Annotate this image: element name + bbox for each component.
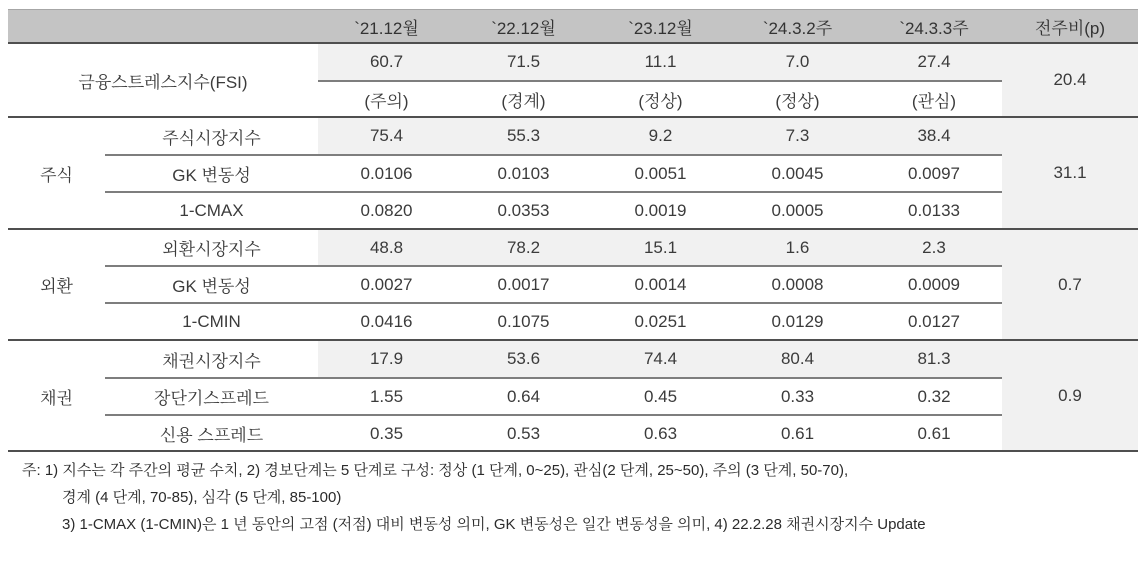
value-cell: 81.3 [866, 340, 1002, 378]
group-separator [8, 116, 1138, 118]
footnote-line-2: 경계 (4 단계, 70-85), 심각 (5 단계, 85-100) [62, 489, 342, 506]
value-cell: 0.1075 [497, 311, 550, 331]
group-separator [8, 339, 1138, 341]
fsi-row-label: 금융스트레스지수(FSI) [78, 72, 248, 92]
value-cell: 0.0133 [908, 200, 960, 220]
row-separator [105, 414, 1002, 416]
row-separator [105, 302, 1002, 304]
value-cell: 0.45 [643, 386, 678, 406]
row-label: 1-CMIN [182, 311, 241, 331]
value-cell: 1.6 [729, 229, 866, 266]
fsi-status-cell: (주의) [364, 91, 409, 111]
value-cell: 0.33 [780, 386, 815, 406]
table-top-border [8, 9, 1138, 10]
category-label-stock: 주식 [40, 165, 73, 185]
value-cell: 0.32 [917, 386, 951, 406]
fsi-row-separator [318, 80, 1002, 82]
table-bottom-border [8, 450, 1138, 452]
col-header-wow-change: 전주비(p) [1034, 18, 1106, 38]
value-cell: 0.0045 [771, 163, 824, 183]
row-label: 채권시장지수 [162, 351, 261, 371]
row-separator [105, 191, 1002, 193]
row-label: 신용 스프레드 [159, 426, 264, 445]
value-cell: 0.0251 [634, 311, 687, 331]
row-label: 외환시장지수 [162, 240, 261, 259]
value-cell: 74.4 [592, 340, 729, 378]
change-cell-fx: 0.7 [1002, 229, 1138, 340]
group-separator [8, 228, 1138, 230]
row-separator [105, 265, 1002, 267]
fsi-change-cell: 20.4 [1002, 43, 1138, 117]
value-cell: 0.0051 [634, 163, 687, 183]
row-label: 주식시장지수 [162, 128, 261, 148]
row-separator [105, 377, 1002, 379]
value-cell: 0.53 [506, 423, 541, 443]
col-header-2433: `24.3.3주 [899, 18, 969, 38]
fsi-value-cell: 7.0 [729, 43, 866, 81]
col-header-2312: `23.12월 [628, 18, 693, 38]
value-cell: 0.0008 [771, 274, 824, 294]
fsi-value-cell: 11.1 [592, 43, 729, 81]
value-cell: 0.0416 [360, 311, 413, 331]
value-cell: 17.9 [318, 340, 455, 378]
value-cell: 0.0005 [771, 200, 824, 220]
fsi-table [8, 9, 1138, 452]
value-cell: 55.3 [455, 117, 592, 155]
value-cell: 0.35 [369, 423, 404, 443]
footnote-line-3: 3) 1-CMAX (1-CMIN)은 1 년 동안의 고점 (저점) 대비 변동성 의미, GK 변동성은 일간 변동성을 의미, 4) 22.2.28 채권시장지수 Update [62, 516, 926, 533]
value-cell: 78.2 [455, 229, 592, 266]
value-cell: 1.55 [369, 386, 404, 406]
category-label-bond: 채권 [40, 388, 73, 408]
col-header-2432: `24.3.2주 [762, 18, 833, 38]
row-label: GK 변동성 [172, 277, 251, 296]
header-bottom-border [8, 42, 1138, 44]
footnote-line-1: 주: 1) 지수는 각 주간의 평균 수치, 2) 경보단계는 5 단계로 구성: 정상 (1 단계, 0~25), 관심(2 단계, 25~50), 주의 (3 단계, 50-70), [22, 462, 849, 479]
value-cell: 7.3 [729, 117, 866, 155]
col-header-2212: `22.12월 [491, 18, 556, 38]
value-cell: 0.0009 [908, 274, 960, 294]
value-cell: 0.63 [643, 423, 678, 443]
fsi-status-cell: (정상) [638, 91, 683, 111]
value-cell: 2.3 [866, 229, 1002, 266]
value-cell: 0.0106 [360, 163, 413, 183]
change-cell-stock: 31.1 [1002, 117, 1138, 229]
value-cell: 0.0014 [634, 274, 687, 294]
value-cell: 0.0820 [360, 200, 413, 220]
value-cell: 0.0103 [497, 163, 550, 183]
change-cell-bond: 0.9 [1002, 340, 1138, 452]
fsi-status-cell: (경계) [501, 91, 546, 111]
row-label: 장단기스프레드 [154, 389, 269, 408]
value-cell: 0.0127 [908, 311, 960, 331]
value-cell: 0.0027 [360, 274, 413, 294]
footnotes [22, 457, 926, 538]
row-separator [105, 154, 1002, 156]
col-header-2112: `21.12월 [354, 18, 419, 38]
fsi-value-cell: 71.5 [455, 43, 592, 81]
value-cell: 0.61 [780, 423, 815, 443]
value-cell: 53.6 [455, 340, 592, 378]
value-cell: 9.2 [592, 117, 729, 155]
value-cell: 0.64 [506, 386, 541, 406]
value-cell: 0.0353 [497, 200, 550, 220]
value-cell: 15.1 [592, 229, 729, 266]
fsi-status-cell: (정상) [775, 91, 820, 111]
value-cell: 0.0097 [908, 163, 960, 183]
fsi-status-cell: (관심) [911, 91, 957, 111]
value-cell: 80.4 [729, 340, 866, 378]
row-label: GK 변동성 [172, 166, 251, 185]
value-cell: 0.0129 [771, 311, 824, 331]
fsi-value-cell: 60.7 [318, 43, 455, 81]
value-cell: 0.0019 [634, 200, 687, 220]
category-label-fx: 외환 [40, 277, 73, 296]
value-cell: 0.0017 [497, 274, 550, 294]
value-cell: 75.4 [318, 117, 455, 155]
value-cell: 38.4 [866, 117, 1002, 155]
value-cell: 48.8 [318, 229, 455, 266]
fsi-value-cell: 27.4 [866, 43, 1002, 81]
row-label: 1-CMAX [179, 200, 244, 220]
value-cell: 0.61 [917, 423, 951, 443]
